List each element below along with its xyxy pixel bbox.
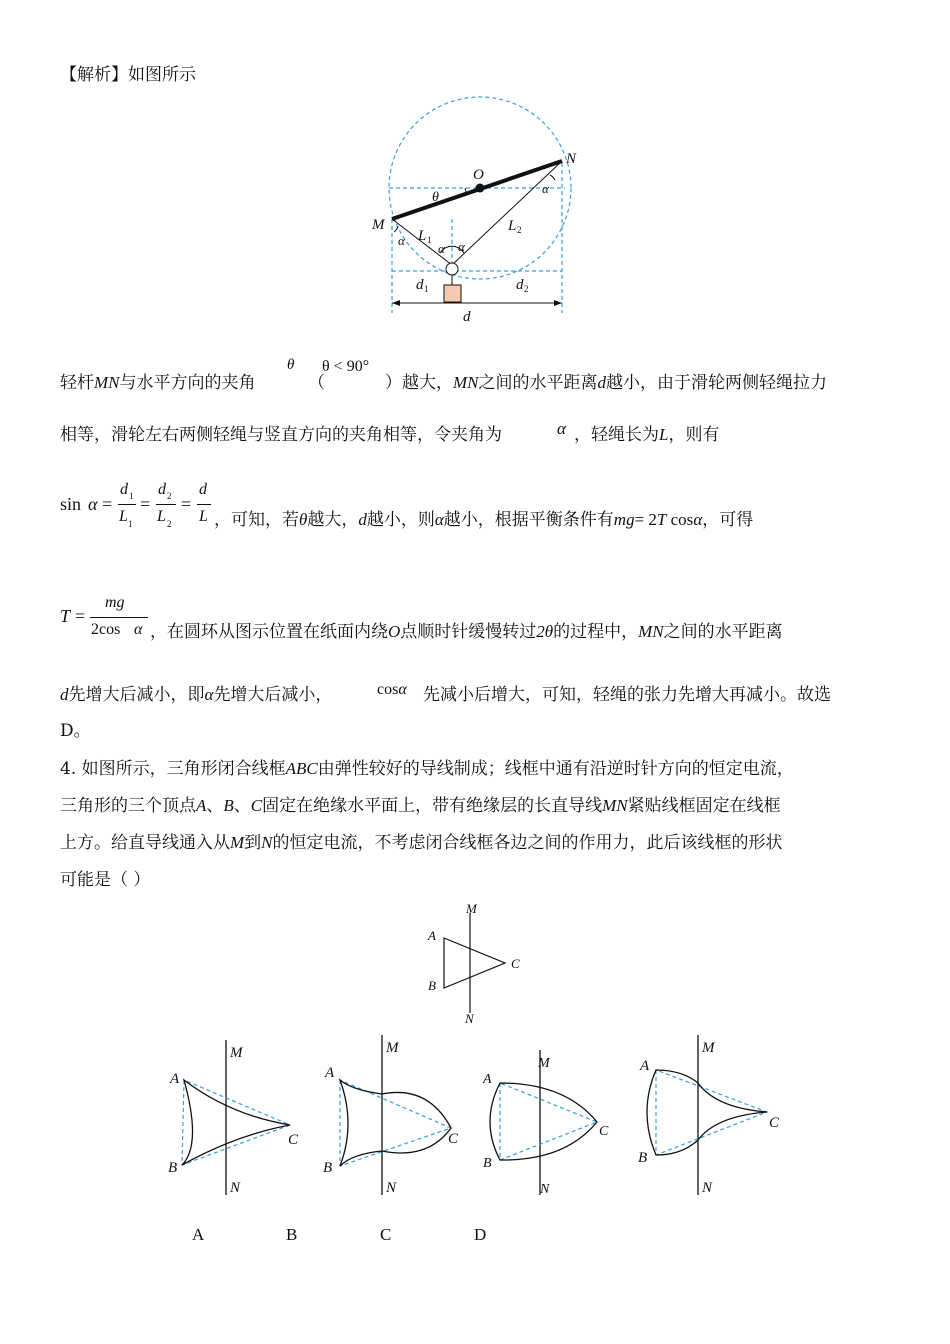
theta-symbol: θ [287, 357, 295, 373]
svg-text:M: M [702, 1040, 715, 1056]
label-d2: d [516, 277, 524, 293]
question4-line2: 三角形的三个顶点A、B、C固定在绝缘水平面上，带有绝缘层的长直导线MN紧贴线框固定在线框 [60, 796, 781, 816]
option-label-D[interactable]: D [474, 1225, 487, 1244]
svg-text:C: C [511, 956, 520, 971]
question4-line1: 4. 如图所示，三角形闭合线框ABC由弹性较好的导线制成；线框中通有沿逆时针方向的恒定电流， [60, 759, 794, 779]
svg-text:B: B [638, 1150, 648, 1166]
svg-text:A: A [428, 928, 436, 943]
svg-text:B: B [428, 978, 436, 993]
answer-line: D。 [60, 721, 91, 741]
svg-text:C: C [288, 1132, 299, 1148]
eq1-text: ，可知，若θ越大，d越小，则α越小，根据平衡条件有mg= 2T cosα，可得 [214, 510, 754, 530]
label-d: d [463, 309, 471, 325]
pulley-ring-diagram [370, 95, 590, 330]
option-figure-C [475, 1045, 625, 1200]
para1-line: 轻杆MN与水平方向的夹角 [60, 373, 256, 393]
label-alpha-left: α [438, 241, 445, 256]
svg-text:M: M [230, 1045, 243, 1061]
label-d2-sub: 2 [524, 284, 529, 294]
label-theta: θ [432, 190, 439, 205]
center-O [476, 184, 485, 193]
svg-text:N: N [230, 1180, 241, 1196]
para1-line-b: ）越大，MN之间的水平距离d越小，由于滑轮两侧轻绳拉力 [385, 373, 827, 393]
svg-text:M: M [386, 1040, 399, 1056]
label-N: N [566, 151, 577, 167]
label-alpha-N: α [542, 181, 549, 196]
paren-left: （ [308, 373, 325, 393]
option-figure-D [632, 1030, 792, 1200]
svg-text:A: A [640, 1058, 650, 1074]
option-label-A[interactable]: A [192, 1225, 205, 1244]
label-alpha-M: α [398, 233, 405, 248]
eq2-text: ，在圆环从图示位置在纸面内绕O点顺时针缓慢转过2θ的过程中，MN之间的水平距离 [150, 622, 783, 642]
svg-text:A: A [170, 1071, 180, 1087]
option-label-C[interactable]: C [380, 1225, 392, 1244]
svg-text:M: M [466, 901, 477, 916]
equation-sin-alpha: sin α = d 1 L 1 = d 2 L 2 = d L [60, 478, 230, 538]
alpha-symbol: α [557, 419, 566, 438]
label-L1-sub: 1 [427, 235, 432, 245]
svg-text:N: N [540, 1182, 550, 1197]
para2-line-b: ，轻绳长为L，则有 [574, 425, 720, 445]
svg-text:N: N [386, 1180, 397, 1196]
svg-text:C: C [769, 1115, 780, 1131]
triangle-frame-diagram [420, 898, 530, 1028]
svg-text:N: N [465, 1011, 474, 1026]
para3-line-b: 先减小后增大，可知，轻绳的张力先增大再减小。故选 [423, 685, 831, 705]
question4-line4: 可能是（ ） [60, 870, 151, 890]
svg-text:B: B [168, 1160, 178, 1176]
svg-text:B: B [483, 1156, 492, 1171]
option-figure-A [160, 1035, 310, 1200]
cos-alpha: cosα [377, 681, 407, 698]
label-alpha-right: α [458, 239, 465, 254]
option-figure-B [318, 1030, 468, 1200]
pulley [446, 263, 458, 275]
label-L2: L [508, 218, 517, 234]
angle-condition: θ < 90° [322, 358, 370, 375]
svg-text:A: A [325, 1065, 335, 1081]
svg-text:N: N [702, 1180, 713, 1196]
label-M: M [372, 217, 385, 233]
svg-text:C: C [599, 1124, 609, 1139]
option-label-B[interactable]: B [286, 1225, 298, 1244]
question4-line3: 上方。给直导线通入从M到N的恒定电流，不考虑闭合线框各边之间的作用力，此后该线框的形状 [60, 833, 783, 853]
svg-text:B: B [323, 1160, 333, 1176]
para3-line: d先增大后减小，即α先增大后减小， [60, 685, 333, 705]
svg-text:C: C [448, 1131, 459, 1147]
equation-tension: T = mg 2cos α [60, 592, 170, 648]
label-d1-sub: 1 [424, 284, 429, 294]
hanging-block [444, 285, 461, 302]
svg-text:M: M [538, 1056, 550, 1071]
label-d1: d [416, 277, 424, 293]
svg-text:A: A [483, 1072, 492, 1087]
label-L1: L [418, 228, 427, 244]
label-L2-sub: 2 [517, 225, 522, 235]
para2-line: 相等，滑轮左右两侧轻绳与竖直方向的夹角相等，令夹角为 [60, 425, 502, 445]
solution-heading: 【解析】如图所示 [60, 65, 196, 85]
label-O: O [473, 167, 484, 183]
